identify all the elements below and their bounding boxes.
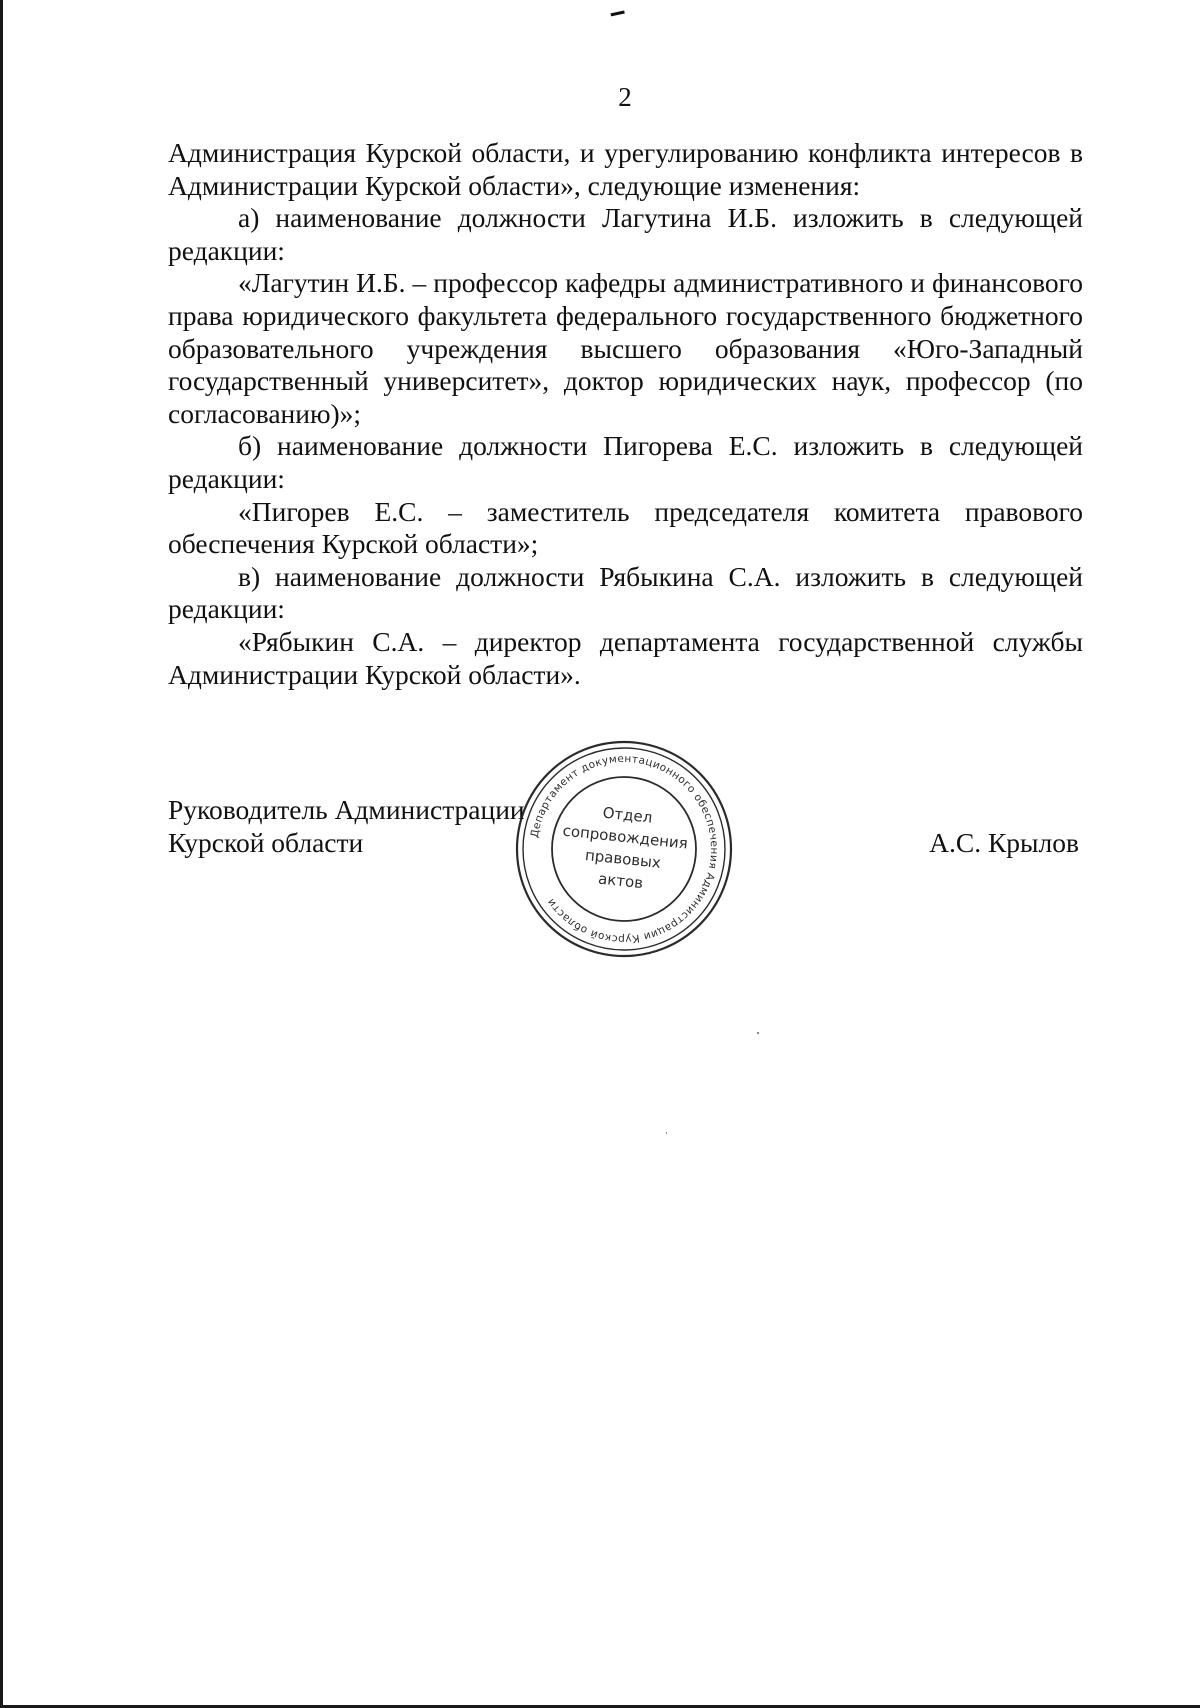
paragraph-item-b: б) наименование должности Пигорева Е.С. изложить в следующей редакции: bbox=[168, 430, 1083, 494]
page-number: 2 bbox=[618, 82, 632, 112]
paragraph-item-v: в) наименование должности Рябыкина С.А. изложить в следующей редакции: bbox=[168, 560, 1083, 625]
stamp-center-line: Отдел bbox=[601, 803, 654, 827]
paragraph-item-a: а) наименование должности Лагутина И.Б. изложить в следующей редакции: bbox=[168, 202, 1083, 266]
signatory-position: Руководитель Администрации Курской области bbox=[168, 794, 525, 858]
paragraph-ryabykin-text: «Рябыкин С.А. – директор департамента государственной службы Администрации Курской области». bbox=[168, 625, 1083, 690]
stamp-center-line: актов bbox=[597, 869, 644, 893]
scan-speck bbox=[757, 1032, 759, 1034]
stamp-seal-icon bbox=[509, 738, 739, 960]
scan-speck bbox=[666, 1132, 667, 1134]
paragraph-lagutin-text: «Лагутин И.Б. – профессор кафедры административного и финансового права юридического факультета федерального государственного бюджетного образовательного учреждения высшего образования «Юго-Западный государственный университет», доктор юридических наук, профессор (по согласованию)»; bbox=[168, 267, 1083, 429]
paragraph-intro: Администрация Курской области, и урегулированию конфликта интересов в Администрации Курской области», следующие изменения: bbox=[168, 137, 1083, 201]
paragraph-pigorev-text: «Пигорев Е.С. – заместитель председателя комитета правового обеспечения Курской области»; bbox=[168, 495, 1083, 560]
scan-mark bbox=[609, 5, 625, 17]
stamp-ring-text: Департамент документационного обеспечения Администрации Курской области bbox=[528, 752, 721, 946]
stamp-center-line: правовых bbox=[584, 846, 662, 872]
signatory-name: А.С. Крылов bbox=[929, 827, 1079, 858]
official-stamp bbox=[509, 738, 739, 960]
document-body bbox=[168, 137, 1083, 691]
scan-left-edge bbox=[0, 0, 3, 1708]
stamp-center-line: сопровождения bbox=[561, 821, 689, 853]
